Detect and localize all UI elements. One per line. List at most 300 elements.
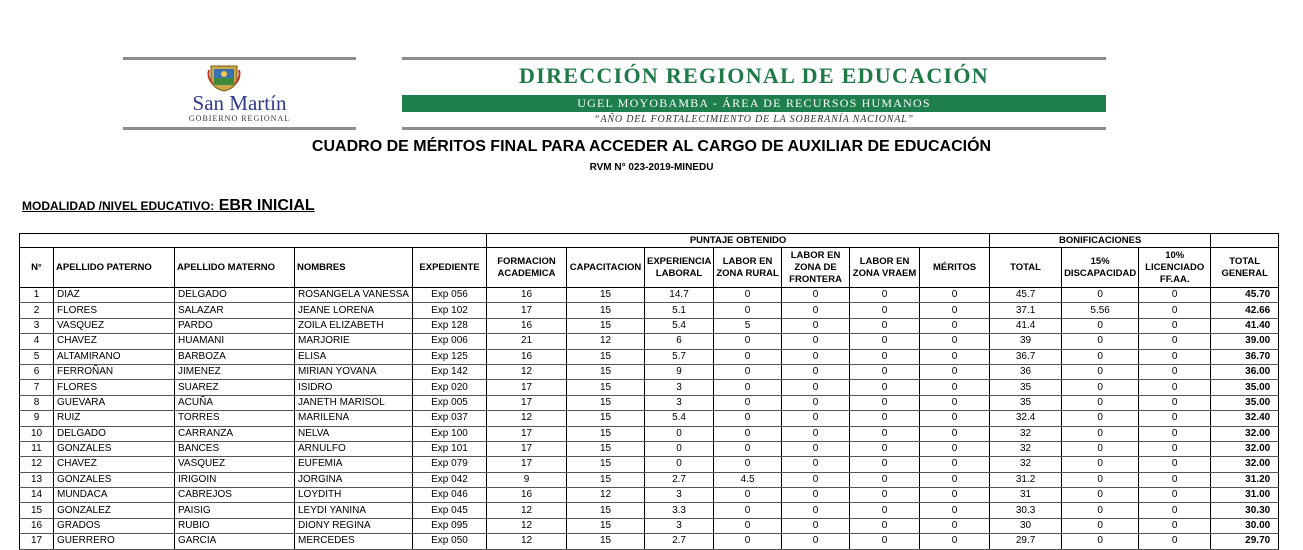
year-motto: “AÑO DEL FORTALECIMIENTO DE LA SOBERANÍA NACIONAL” bbox=[594, 114, 914, 125]
table-row bbox=[20, 472, 1279, 487]
cell-expediente: Exp 056 bbox=[413, 288, 487, 303]
cell-licenciado: 0 bbox=[1139, 349, 1211, 364]
cell-nombres: JANETH MARISOL bbox=[295, 395, 413, 410]
cell-apellido-materno: CARRANZA bbox=[175, 426, 295, 441]
cell-licenciado: 0 bbox=[1139, 380, 1211, 395]
cell-expediente: Exp 095 bbox=[413, 518, 487, 533]
cell-formacion: 16 bbox=[487, 318, 567, 333]
cell-zona-rural: 0 bbox=[714, 441, 782, 456]
modalidad-value: EBR INICIAL bbox=[218, 197, 315, 214]
group-header-bonificaciones: BONIFICACIONES bbox=[990, 234, 1211, 248]
table-row bbox=[20, 334, 1279, 349]
cell-apellido-materno: PAISIG bbox=[175, 503, 295, 518]
cell-apellido-paterno: GRADOS bbox=[54, 518, 175, 533]
cell-licenciado: 0 bbox=[1139, 503, 1211, 518]
cell-licenciado: 0 bbox=[1139, 472, 1211, 487]
cell-apellido-paterno: FLORES bbox=[54, 303, 175, 318]
cell-zona-vraem: 0 bbox=[850, 303, 920, 318]
cell-experiencia: 2.7 bbox=[645, 472, 714, 487]
cell-licenciado: 0 bbox=[1139, 288, 1211, 303]
cell-total-general: 32.00 bbox=[1211, 457, 1279, 472]
cell-nombres: ISIDRO bbox=[295, 380, 413, 395]
cell-expediente: Exp 125 bbox=[413, 349, 487, 364]
cell-apellido-paterno: MUNDACA bbox=[54, 488, 175, 503]
cell-licenciado: 0 bbox=[1139, 395, 1211, 410]
cell-apellido-materno: CABREJOS bbox=[175, 488, 295, 503]
cell-formacion: 17 bbox=[487, 395, 567, 410]
institution-subtitle-bar: UGEL MOYOBAMBA - ÁREA DE RECURSOS HUMANOS bbox=[402, 95, 1106, 112]
cell-discapacidad: 0 bbox=[1062, 395, 1139, 410]
cell-zona-rural: 0 bbox=[714, 457, 782, 472]
cell-zona-frontera: 0 bbox=[782, 334, 850, 349]
logo-name: San Martín bbox=[192, 91, 287, 115]
cell-zona-rural: 0 bbox=[714, 288, 782, 303]
cell-zona-frontera: 0 bbox=[782, 411, 850, 426]
header-bottom-rule-left bbox=[123, 127, 356, 130]
cell-no: 9 bbox=[20, 411, 54, 426]
table-row bbox=[20, 349, 1279, 364]
cell-zona-vraem: 0 bbox=[850, 518, 920, 533]
cell-meritos: 0 bbox=[920, 349, 990, 364]
cell-total-general: 35.00 bbox=[1211, 380, 1279, 395]
cell-nombres: MIRIAN YOVANA bbox=[295, 364, 413, 379]
cell-licenciado: 0 bbox=[1139, 534, 1211, 549]
cell-apellido-materno: BARBOZA bbox=[175, 349, 295, 364]
cell-experiencia: 9 bbox=[645, 364, 714, 379]
cell-zona-frontera: 0 bbox=[782, 364, 850, 379]
cell-capacitacion: 15 bbox=[567, 364, 645, 379]
cell-zona-vraem: 0 bbox=[850, 534, 920, 549]
cell-capacitacion: 15 bbox=[567, 441, 645, 456]
cell-experiencia: 5.4 bbox=[645, 411, 714, 426]
cell-apellido-paterno: GUEVARA bbox=[54, 395, 175, 410]
cell-no: 3 bbox=[20, 318, 54, 333]
cell-zona-frontera: 0 bbox=[782, 457, 850, 472]
cell-no: 17 bbox=[20, 534, 54, 549]
col-header-apellido-paterno: APELLIDO PATERNO bbox=[54, 248, 175, 288]
cell-zona-frontera: 0 bbox=[782, 380, 850, 395]
cell-meritos: 0 bbox=[920, 518, 990, 533]
cell-apellido-paterno: DIAZ bbox=[54, 288, 175, 303]
cell-nombres: ROSANGELA VANESSA bbox=[295, 288, 413, 303]
cell-capacitacion: 15 bbox=[567, 503, 645, 518]
cell-licenciado: 0 bbox=[1139, 441, 1211, 456]
cell-expediente: Exp 046 bbox=[413, 488, 487, 503]
cell-zona-rural: 0 bbox=[714, 426, 782, 441]
table-row bbox=[20, 426, 1279, 441]
cell-meritos: 0 bbox=[920, 426, 990, 441]
cell-total: 45.7 bbox=[990, 288, 1062, 303]
cell-total-general: 41.40 bbox=[1211, 318, 1279, 333]
cell-no: 1 bbox=[20, 288, 54, 303]
cell-expediente: Exp 102 bbox=[413, 303, 487, 318]
cell-zona-rural: 0 bbox=[714, 303, 782, 318]
cell-nombres: MARJORIE bbox=[295, 334, 413, 349]
cell-meritos: 0 bbox=[920, 395, 990, 410]
modalidad-line bbox=[22, 197, 315, 215]
cell-discapacidad: 0 bbox=[1062, 441, 1139, 456]
cell-experiencia: 3.3 bbox=[645, 503, 714, 518]
cell-discapacidad: 0 bbox=[1062, 534, 1139, 549]
cell-total: 35 bbox=[990, 380, 1062, 395]
table-row bbox=[20, 411, 1279, 426]
cell-total: 36.7 bbox=[990, 349, 1062, 364]
col-header-apellido-materno: APELLIDO MATERNO bbox=[175, 248, 295, 288]
cell-no: 4 bbox=[20, 334, 54, 349]
cell-total: 35 bbox=[990, 395, 1062, 410]
cell-formacion: 12 bbox=[487, 534, 567, 549]
cell-meritos: 0 bbox=[920, 472, 990, 487]
cell-total: 29.7 bbox=[990, 534, 1062, 549]
cell-zona-rural: 0 bbox=[714, 503, 782, 518]
col-header-experiencia: EXPERIENCIA LABORAL bbox=[645, 248, 714, 288]
cell-total: 36 bbox=[990, 364, 1062, 379]
cell-expediente: Exp 142 bbox=[413, 364, 487, 379]
table-row bbox=[20, 364, 1279, 379]
cell-zona-frontera: 0 bbox=[782, 503, 850, 518]
col-header-expediente: EXPEDIENTE bbox=[413, 248, 487, 288]
cell-nombres: JEANE LORENA bbox=[295, 303, 413, 318]
cell-discapacidad: 0 bbox=[1062, 364, 1139, 379]
cell-experiencia: 3 bbox=[645, 518, 714, 533]
cell-expediente: Exp 005 bbox=[413, 395, 487, 410]
cell-discapacidad: 0 bbox=[1062, 518, 1139, 533]
cell-zona-frontera: 0 bbox=[782, 349, 850, 364]
cell-experiencia: 0 bbox=[645, 457, 714, 472]
cell-nombres: LOYDITH bbox=[295, 488, 413, 503]
cell-experiencia: 3 bbox=[645, 395, 714, 410]
col-header-total-general: TOTAL GENERAL bbox=[1211, 248, 1279, 288]
col-header-nombres: NOMBRES bbox=[295, 248, 413, 288]
table-row bbox=[20, 303, 1279, 318]
table-row bbox=[20, 534, 1279, 549]
cell-total-general: 39.00 bbox=[1211, 334, 1279, 349]
cell-licenciado: 0 bbox=[1139, 488, 1211, 503]
cell-discapacidad: 0 bbox=[1062, 488, 1139, 503]
cell-formacion: 12 bbox=[487, 518, 567, 533]
cell-nombres: ELISA bbox=[295, 349, 413, 364]
header-top-rule-right bbox=[402, 57, 1106, 60]
header-bottom-rule-right bbox=[402, 127, 1106, 130]
logo-subtitle: GOBIERNO REGIONAL bbox=[188, 114, 291, 123]
cell-total: 31 bbox=[990, 488, 1062, 503]
cell-no: 10 bbox=[20, 426, 54, 441]
cell-formacion: 16 bbox=[487, 488, 567, 503]
cell-experiencia: 3 bbox=[645, 380, 714, 395]
cell-expediente: Exp 101 bbox=[413, 441, 487, 456]
col-header-no: N° bbox=[20, 248, 54, 288]
cell-licenciado: 0 bbox=[1139, 334, 1211, 349]
cell-capacitacion: 15 bbox=[567, 303, 645, 318]
cell-zona-vraem: 0 bbox=[850, 411, 920, 426]
cell-zona-rural: 0 bbox=[714, 380, 782, 395]
cell-total: 39 bbox=[990, 334, 1062, 349]
cell-zona-vraem: 0 bbox=[850, 288, 920, 303]
cell-no: 2 bbox=[20, 303, 54, 318]
cell-apellido-paterno: RUIZ bbox=[54, 411, 175, 426]
cell-experiencia: 5.7 bbox=[645, 349, 714, 364]
cell-no: 8 bbox=[20, 395, 54, 410]
cell-expediente: Exp 045 bbox=[413, 503, 487, 518]
cell-apellido-paterno: GONZALES bbox=[54, 441, 175, 456]
cell-meritos: 0 bbox=[920, 303, 990, 318]
cell-experiencia: 0 bbox=[645, 441, 714, 456]
table-row bbox=[20, 457, 1279, 472]
cell-formacion: 17 bbox=[487, 457, 567, 472]
cell-formacion: 16 bbox=[487, 288, 567, 303]
cell-formacion: 12 bbox=[487, 411, 567, 426]
cell-zona-frontera: 0 bbox=[782, 441, 850, 456]
cell-meritos: 0 bbox=[920, 380, 990, 395]
cell-apellido-paterno: DELGADO bbox=[54, 426, 175, 441]
cell-capacitacion: 15 bbox=[567, 457, 645, 472]
cell-zona-rural: 0 bbox=[714, 364, 782, 379]
cell-formacion: 12 bbox=[487, 503, 567, 518]
cell-zona-frontera: 0 bbox=[782, 288, 850, 303]
cell-apellido-paterno: GONZALEZ bbox=[54, 503, 175, 518]
cell-apellido-materno: JIMENEZ bbox=[175, 364, 295, 379]
cell-apellido-materno: SUAREZ bbox=[175, 380, 295, 395]
cell-licenciado: 0 bbox=[1139, 518, 1211, 533]
cell-apellido-materno: VASQUEZ bbox=[175, 457, 295, 472]
merits-table-body bbox=[20, 288, 1279, 550]
cell-no: 5 bbox=[20, 349, 54, 364]
cell-licenciado: 0 bbox=[1139, 457, 1211, 472]
cell-total-general: 30.30 bbox=[1211, 503, 1279, 518]
document-title: CUADRO DE MÉRITOS FINAL PARA ACCEDER AL CARGO DE AUXILIAR DE EDUCACIÓN bbox=[311, 138, 992, 155]
cell-experiencia: 0 bbox=[645, 426, 714, 441]
cell-zona-vraem: 0 bbox=[850, 364, 920, 379]
cell-meritos: 0 bbox=[920, 288, 990, 303]
cell-no: 6 bbox=[20, 364, 54, 379]
cell-zona-frontera: 0 bbox=[782, 488, 850, 503]
cell-meritos: 0 bbox=[920, 503, 990, 518]
cell-licenciado: 0 bbox=[1139, 318, 1211, 333]
cell-nombres: NELVA bbox=[295, 426, 413, 441]
cell-discapacidad: 0 bbox=[1062, 380, 1139, 395]
cell-meritos: 0 bbox=[920, 364, 990, 379]
col-header-total: TOTAL bbox=[990, 248, 1062, 288]
cell-capacitacion: 12 bbox=[567, 334, 645, 349]
cell-apellido-paterno: CHAVEZ bbox=[54, 457, 175, 472]
group-header-puntaje: PUNTAJE OBTENIDO bbox=[487, 234, 990, 248]
cell-no: 14 bbox=[20, 488, 54, 503]
cell-nombres: DIONY REGINA bbox=[295, 518, 413, 533]
cell-total-general: 31.20 bbox=[1211, 472, 1279, 487]
cell-zona-frontera: 0 bbox=[782, 534, 850, 549]
table-row bbox=[20, 503, 1279, 518]
cell-nombres: EUFEMIA bbox=[295, 457, 413, 472]
cell-total-general: 32.00 bbox=[1211, 426, 1279, 441]
cell-expediente: Exp 100 bbox=[413, 426, 487, 441]
cell-total-general: 35.00 bbox=[1211, 395, 1279, 410]
cell-no: 16 bbox=[20, 518, 54, 533]
cell-total-general: 32.40 bbox=[1211, 411, 1279, 426]
cell-capacitacion: 15 bbox=[567, 518, 645, 533]
cell-zona-rural: 0 bbox=[714, 349, 782, 364]
cell-nombres: MARILENA bbox=[295, 411, 413, 426]
cell-experiencia: 2.7 bbox=[645, 534, 714, 549]
merits-table bbox=[19, 233, 1279, 550]
cell-zona-vraem: 0 bbox=[850, 488, 920, 503]
document-subtitle: RVM N° 023-2019-MINEDU bbox=[589, 162, 714, 173]
cell-discapacidad: 0 bbox=[1062, 349, 1139, 364]
cell-zona-rural: 4.5 bbox=[714, 472, 782, 487]
col-header-discapacidad: 15% DISCAPACIDAD bbox=[1062, 248, 1139, 288]
col-header-formacion: FORMACION ACADEMICA bbox=[487, 248, 567, 288]
cell-apellido-materno: HUAMANI bbox=[175, 334, 295, 349]
cell-apellido-materno: GARCIA bbox=[175, 534, 295, 549]
cell-apellido-paterno: VASQUEZ bbox=[54, 318, 175, 333]
cell-total-general: 30.00 bbox=[1211, 518, 1279, 533]
cell-capacitacion: 15 bbox=[567, 411, 645, 426]
cell-nombres: JORGINA bbox=[295, 472, 413, 487]
cell-total-general: 36.70 bbox=[1211, 349, 1279, 364]
cell-discapacidad: 0 bbox=[1062, 411, 1139, 426]
cell-total-general: 32.00 bbox=[1211, 441, 1279, 456]
cell-meritos: 0 bbox=[920, 457, 990, 472]
col-header-licenciado: 10% LICENCIADO FF.AA. bbox=[1139, 248, 1211, 288]
cell-zona-rural: 0 bbox=[714, 334, 782, 349]
cell-formacion: 9 bbox=[487, 472, 567, 487]
cell-no: 15 bbox=[20, 503, 54, 518]
col-header-zona-rural: LABOR EN ZONA RURAL bbox=[714, 248, 782, 288]
cell-total-general: 36.00 bbox=[1211, 364, 1279, 379]
cell-nombres: MERCEDES bbox=[295, 534, 413, 549]
cell-total: 30 bbox=[990, 518, 1062, 533]
cell-apellido-materno: RUBIO bbox=[175, 518, 295, 533]
cell-formacion: 17 bbox=[487, 426, 567, 441]
cell-discapacidad: 5.56 bbox=[1062, 303, 1139, 318]
cell-meritos: 0 bbox=[920, 441, 990, 456]
blank-group-cell-end bbox=[1211, 234, 1279, 248]
cell-capacitacion: 15 bbox=[567, 426, 645, 441]
cell-zona-vraem: 0 bbox=[850, 457, 920, 472]
col-header-zona-frontera: LABOR EN ZONA DE FRONTERA bbox=[782, 248, 850, 288]
cell-zona-vraem: 0 bbox=[850, 441, 920, 456]
cell-capacitacion: 15 bbox=[567, 395, 645, 410]
cell-formacion: 12 bbox=[487, 364, 567, 379]
cell-licenciado: 0 bbox=[1139, 411, 1211, 426]
cell-discapacidad: 0 bbox=[1062, 426, 1139, 441]
cell-apellido-materno: BANCES bbox=[175, 441, 295, 456]
cell-meritos: 0 bbox=[920, 488, 990, 503]
cell-nombres: LEYDI YANINA bbox=[295, 503, 413, 518]
cell-nombres: ARNULFO bbox=[295, 441, 413, 456]
cell-zona-frontera: 0 bbox=[782, 472, 850, 487]
cell-zona-vraem: 0 bbox=[850, 318, 920, 333]
cell-total-general: 45.70 bbox=[1211, 288, 1279, 303]
cell-zona-frontera: 0 bbox=[782, 395, 850, 410]
cell-total: 32 bbox=[990, 426, 1062, 441]
cell-zona-vraem: 0 bbox=[850, 349, 920, 364]
cell-capacitacion: 15 bbox=[567, 288, 645, 303]
cell-zona-frontera: 0 bbox=[782, 426, 850, 441]
cell-expediente: Exp 128 bbox=[413, 318, 487, 333]
cell-total: 32 bbox=[990, 457, 1062, 472]
table-row bbox=[20, 441, 1279, 456]
cell-zona-frontera: 0 bbox=[782, 318, 850, 333]
col-header-capacitacion: CAPACITACION bbox=[567, 248, 645, 288]
institution-title: DIRECCIÓN REGIONAL DE EDUCACIÓN bbox=[519, 63, 989, 88]
cell-apellido-paterno: FLORES bbox=[54, 380, 175, 395]
cell-apellido-materno: PARDO bbox=[175, 318, 295, 333]
cell-meritos: 0 bbox=[920, 318, 990, 333]
cell-meritos: 0 bbox=[920, 411, 990, 426]
cell-total-general: 31.00 bbox=[1211, 488, 1279, 503]
cell-meritos: 0 bbox=[920, 534, 990, 549]
table-row bbox=[20, 380, 1279, 395]
cell-apellido-materno: IRIGOIN bbox=[175, 472, 295, 487]
cell-zona-rural: 0 bbox=[714, 488, 782, 503]
cell-capacitacion: 12 bbox=[567, 488, 645, 503]
cell-discapacidad: 0 bbox=[1062, 472, 1139, 487]
cell-apellido-paterno: GUERRERO bbox=[54, 534, 175, 549]
modalidad-label: MODALIDAD /NIVEL EDUCATIVO: bbox=[22, 199, 215, 213]
cell-zona-frontera: 0 bbox=[782, 303, 850, 318]
cell-discapacidad: 0 bbox=[1062, 334, 1139, 349]
table-row bbox=[20, 488, 1279, 503]
cell-expediente: Exp 037 bbox=[413, 411, 487, 426]
cell-licenciado: 0 bbox=[1139, 364, 1211, 379]
cell-total-general: 42.66 bbox=[1211, 303, 1279, 318]
cell-licenciado: 0 bbox=[1139, 303, 1211, 318]
cell-capacitacion: 15 bbox=[567, 380, 645, 395]
cell-capacitacion: 15 bbox=[567, 349, 645, 364]
cell-total: 31.2 bbox=[990, 472, 1062, 487]
col-header-meritos: MÉRITOS bbox=[920, 248, 990, 288]
cell-apellido-paterno: CHAVEZ bbox=[54, 334, 175, 349]
cell-nombres: ZOILA ELIZABETH bbox=[295, 318, 413, 333]
cell-expediente: Exp 050 bbox=[413, 534, 487, 549]
cell-no: 12 bbox=[20, 457, 54, 472]
cell-apellido-paterno: ALTAMIRANO bbox=[54, 349, 175, 364]
cell-apellido-materno: ACUÑA bbox=[175, 395, 295, 410]
cell-formacion: 17 bbox=[487, 303, 567, 318]
table-row bbox=[20, 318, 1279, 333]
cell-zona-rural: 0 bbox=[714, 411, 782, 426]
regional-logo bbox=[123, 60, 356, 126]
cell-zona-rural: 0 bbox=[714, 534, 782, 549]
cell-apellido-paterno: FERROÑAN bbox=[54, 364, 175, 379]
cell-expediente: Exp 079 bbox=[413, 457, 487, 472]
cell-zona-vraem: 0 bbox=[850, 503, 920, 518]
cell-expediente: Exp 042 bbox=[413, 472, 487, 487]
cell-no: 13 bbox=[20, 472, 54, 487]
cell-experiencia: 14.7 bbox=[645, 288, 714, 303]
col-header-zona-vraem: LABOR EN ZONA VRAEM bbox=[850, 248, 920, 288]
cell-formacion: 16 bbox=[487, 349, 567, 364]
cell-apellido-paterno: GONZALES bbox=[54, 472, 175, 487]
table-row bbox=[20, 518, 1279, 533]
cell-zona-frontera: 0 bbox=[782, 518, 850, 533]
cell-no: 11 bbox=[20, 441, 54, 456]
cell-experiencia: 5.4 bbox=[645, 318, 714, 333]
cell-experiencia: 3 bbox=[645, 488, 714, 503]
cell-capacitacion: 15 bbox=[567, 318, 645, 333]
cell-capacitacion: 15 bbox=[567, 534, 645, 549]
cell-discapacidad: 0 bbox=[1062, 318, 1139, 333]
cell-expediente: Exp 020 bbox=[413, 380, 487, 395]
cell-experiencia: 6 bbox=[645, 334, 714, 349]
cell-no: 7 bbox=[20, 380, 54, 395]
cell-formacion: 17 bbox=[487, 441, 567, 456]
cell-zona-vraem: 0 bbox=[850, 472, 920, 487]
table-row bbox=[20, 395, 1279, 410]
cell-licenciado: 0 bbox=[1139, 426, 1211, 441]
cell-zona-rural: 0 bbox=[714, 395, 782, 410]
cell-total: 32.4 bbox=[990, 411, 1062, 426]
